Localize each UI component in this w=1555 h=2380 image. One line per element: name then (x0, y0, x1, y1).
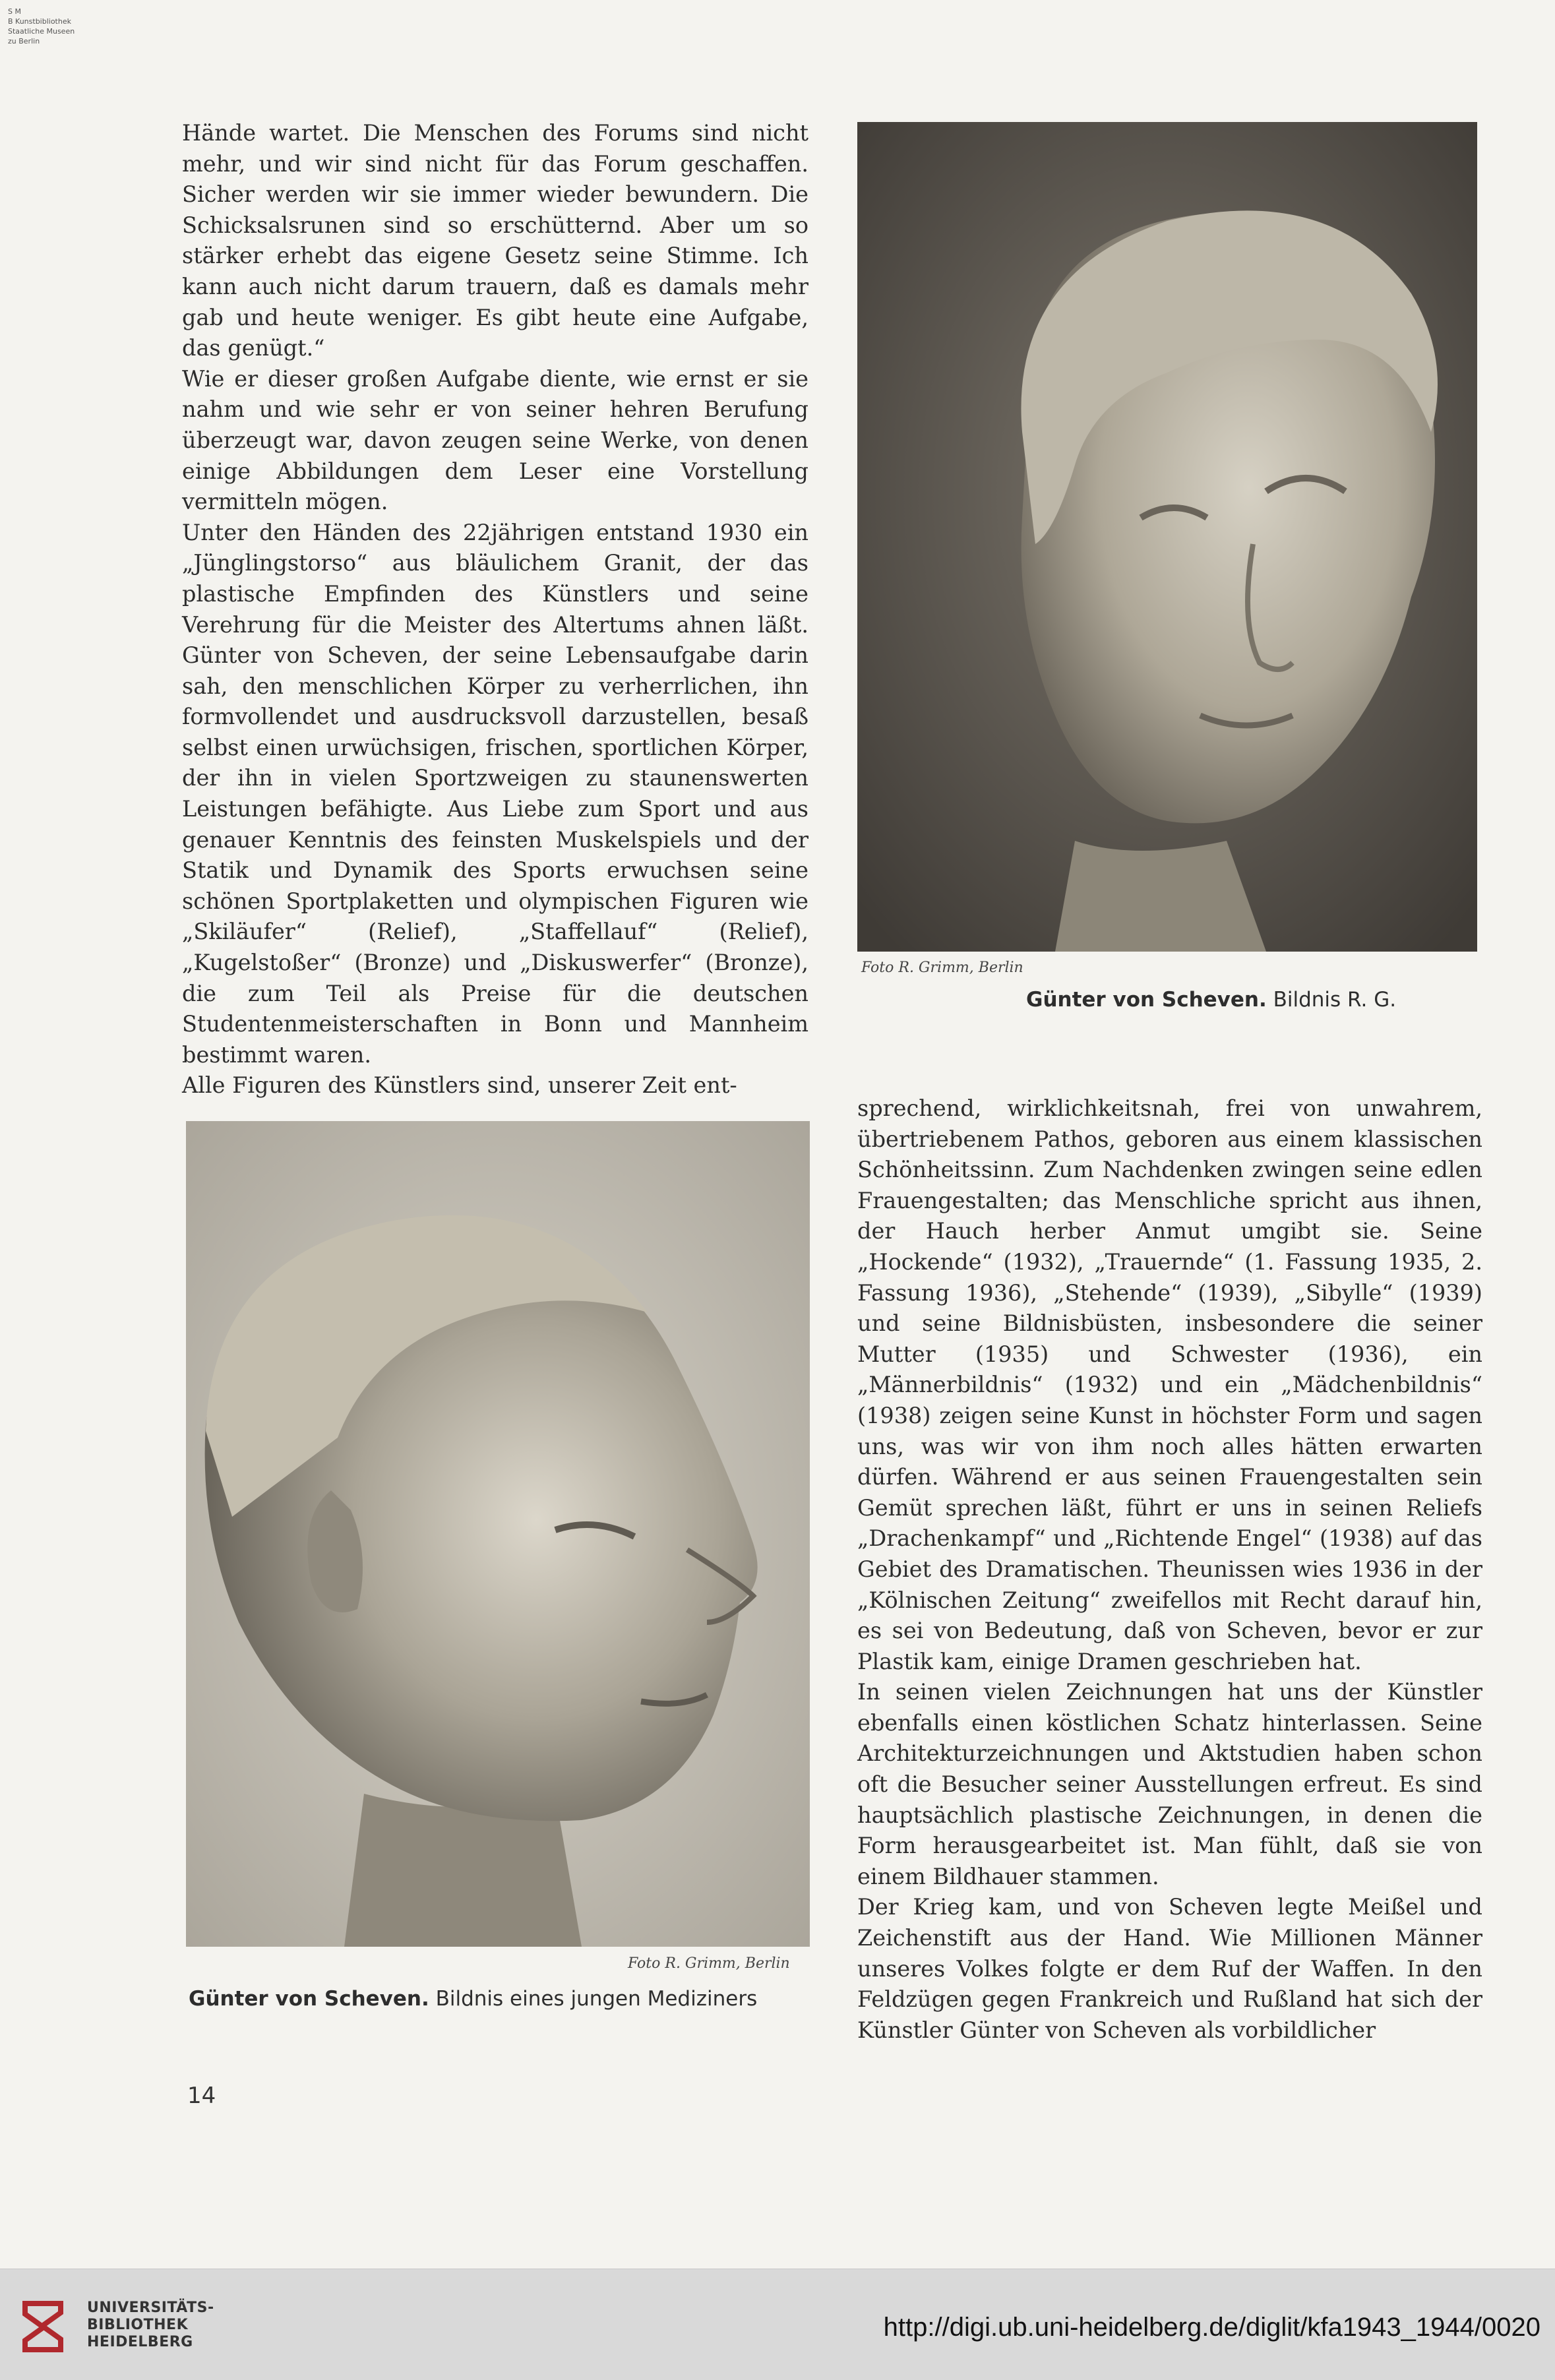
left-text-column (182, 118, 808, 1101)
photo-credit: Foto R. Grimm, Berlin (628, 1955, 790, 1972)
figure-caption (189, 1987, 757, 2011)
source-url-link[interactable]: http://digi.ub.uni-heidelberg.de/diglit/kfa1943_1944/0020 (883, 2313, 1540, 2342)
caption-artist: Günter von Scheven. (1026, 988, 1267, 1012)
paragraph: sprechend, wirklichkeitsnah, frei von unwahrem, übertriebenem Pathos, geboren aus einem klassischen Schönheitssinn. Zum Nachdenken zwingen seine edlen Frauengestalten; das Menschliche spricht aus ihnen, der Hauch herber Anmut umgibt sie. Seine „Hockende“ (1932), „Trauernde“ (1. Fassung 1935, 2. Fassung 1936), „Stehende“ (1939), „Sibylle“ (1939) und seine Bildnisbüsten, insbesondere die seiner Mutter (1935) und Schwester (1936), ein „Männerbildnis“ (1932) und ein „Mädchenbildnis“ (1938) zeigen seine Kunst in höchster Form und sagen uns, was wir von ihm noch alles hätten erwarten dürfen. Während er aus seinen Frauengestalten sein Gemüt sprechen läßt, führt er uns in seinen Reliefs „Drachenkampf“ und „Richtende Engel“ (1938) auf das Gebiet des Dramatischen. Theunissen wies 1936 in der „Kölnischen Zeitung“ zweifellos mit Recht darauf hin, es sei von Bedeutung, daß von Scheven, bevor er zur Plastik kam, einige Dramen geschrieben hat. (857, 1095, 1482, 1674)
right-text-column (857, 1093, 1482, 2046)
library-stamp (8, 7, 153, 46)
paragraph: Hände wartet. Die Menschen des Forums sind nicht mehr, und wir sind nicht für das Forum geschaffen. Sicher werden wir sie immer wieder bewundern. Die Schicksalsrunen sind so erschütternd. Aber um so stärker erhebt das eigene Gesetz seine Stimme. Ich kann auch nicht darum trauern, daß es damals mehr gab und heute weniger. Es gibt heute eine Aufgabe, das genügt.“ (182, 120, 808, 361)
paragraph: Unter den Händen des 22jährigen entstand 1930 ein „Jünglingstorso“ aus bläulichem Granit, der das plastische Empfinden des Künstlers und seine Verehrung für die Meister des Altertums ahnen läßt. Günter von Scheven, der seine Lebensaufgabe darin sah, den menschlichen Körper zu verherrlichen, ihn formvollendet und ausdrucksvoll darzustellen, besaß selbst einen urwüchsigen, frischen, sportlichen Körper, der ihn in vielen Sportzweigen zu staunenswerten Leistungen befähigte. Aus Liebe zum Sport und aus genauer Kenntnis des feinsten Muskelspiels und der Statik und Dynamik des Sports erwuchsen seine schönen Sportplaketten und olympischen Figuren wie „Skiläufer“ (Relief), „Staffellauf“ (Relief), „Kugelstoßer“ (Bronze) und „Diskuswerfer“ (Bronze), die zum Teil als Preise für die deutschen Studentenmeisterschaften in Bonn und Mannheim bestimmt waren. (182, 519, 808, 1068)
photo-portrait-woman (857, 122, 1477, 952)
sculpture-head-man-image (186, 1121, 810, 1947)
stamp-line: S M (8, 7, 21, 16)
paragraph: Alle Figuren des Künstlers sind, unserer Zeit ent- (182, 1072, 737, 1099)
university-library-logo-icon (20, 2300, 66, 2354)
page-number: 14 (187, 2083, 216, 2109)
photo-portrait-young-man (186, 1121, 810, 1947)
caption-title: Bildnis R. G. (1273, 988, 1397, 1012)
footer-bar (0, 2269, 1555, 2380)
stamp-line: zu Berlin (8, 37, 40, 46)
figure-caption (1026, 988, 1396, 1012)
library-name-line: BIBLIOTHEK (87, 2317, 189, 2333)
sculpture-head-woman-image (857, 122, 1477, 952)
library-name (87, 2300, 214, 2351)
paragraph: Wie er dieser großen Aufgabe diente, wie ernst er sie nahm und wie sehr er von seiner hehren Berufung überzeugt war, davon zeugen seine Werke, von denen einige Abbildungen dem Leser eine Vorstellung vermitteln mögen. (182, 365, 808, 515)
caption-artist: Günter von Scheven. (189, 1987, 429, 2011)
photo-credit: Foto R. Grimm, Berlin (861, 960, 1023, 976)
paragraph: In seinen vielen Zeichnungen hat uns der Künstler ebenfalls einen köstlichen Schatz hinterlassen. Seine Architekturzeichnungen und Aktstudien haben schon oft die Besucher seiner Ausstellungen erfreut. Es sind hauptsächlich plastische Zeichnungen, in denen die Form herausgearbeitet ist. Man fühlt, daß sie von einem Bildhauer stammen. (857, 1679, 1482, 1889)
library-name-line: HEIDELBERG (87, 2334, 193, 2350)
stamp-line: Staatliche Museen (8, 27, 75, 36)
caption-title: Bildnis eines jungen Mediziners (435, 1987, 758, 2011)
stamp-line: B Kunstbibliothek (8, 17, 71, 26)
library-name-line: UNIVERSITÄTS- (87, 2300, 214, 2316)
paragraph: Der Krieg kam, und von Scheven legte Meißel und Zeichenstift aus der Hand. Wie Millionen Männer unseres Volkes folgte er dem Ruf der Waffen. In den Feldzügen gegen Frankreich und Rußland hat sich der Künstler Günter von Scheven als vorbildlicher (857, 1894, 1482, 2043)
